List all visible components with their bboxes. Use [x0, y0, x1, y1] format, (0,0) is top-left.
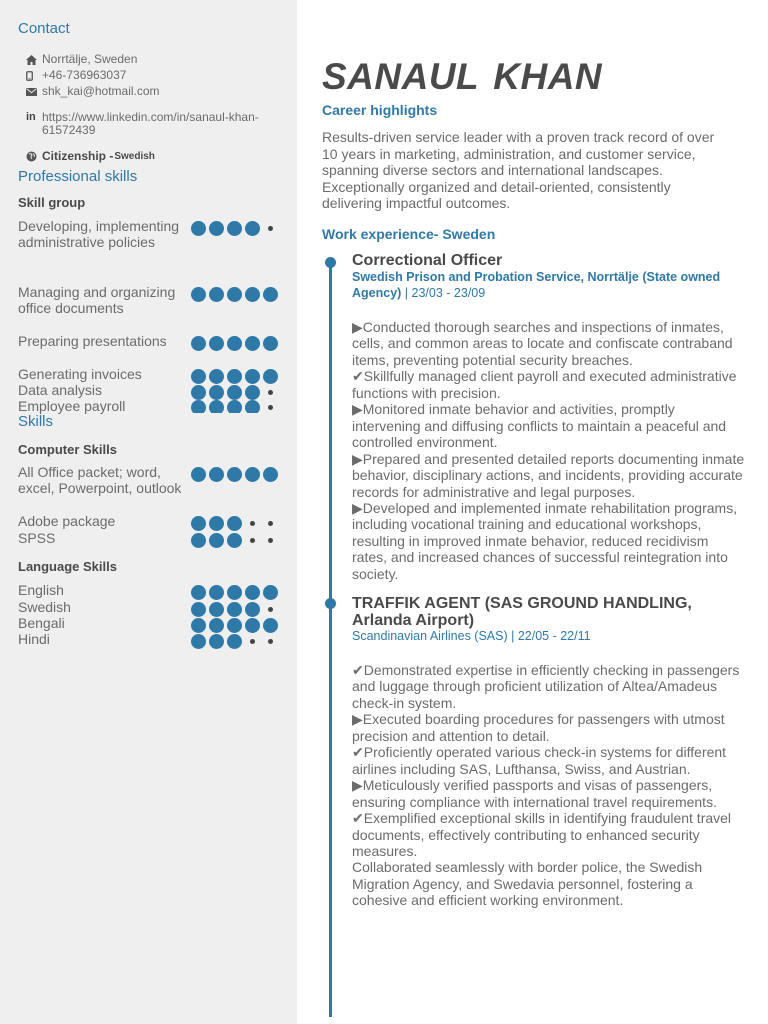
bullet-item: ▶Prepared and presented detailed reports documenting inmate behavior, disciplinary actions, and incidents, providing accurate records for administrative and legal purposes.	[352, 450, 745, 500]
rating-dot-filled	[191, 602, 206, 617]
bullet-item: Collaborated seamlessly with border police, the Swedish Migration Agency, and Swedavia personnel, fostering a cohesive and efficient working environment.	[352, 859, 703, 909]
skill-rating	[191, 400, 281, 413]
citizenship-label: Citizenship -	[42, 149, 114, 163]
rating-dot-filled	[209, 516, 224, 531]
timeline-dot	[325, 257, 336, 268]
rating-dot-filled	[191, 287, 206, 302]
rating-dot-filled	[209, 533, 224, 548]
rating-dot-filled	[191, 618, 206, 633]
rating-dot-filled	[227, 533, 242, 548]
contact-email	[26, 85, 282, 98]
rating-dot-filled	[191, 385, 206, 400]
skill-name: Adobe package	[18, 513, 116, 529]
rating-dot-empty	[263, 516, 278, 531]
rating-dot-filled	[263, 585, 278, 600]
rating-dot-filled	[191, 634, 206, 649]
rating-dot-filled	[209, 400, 224, 413]
skill-name: SPSS	[18, 530, 56, 546]
rating-dot-empty	[263, 400, 278, 413]
bullet-item: ▶Executed boarding procedures for passengers with utmost precision and attention to detail.	[352, 711, 725, 744]
rating-dot-filled	[209, 634, 224, 649]
skill-name: Developing, implementing administrative policies	[18, 218, 180, 251]
skill-name: English	[18, 582, 64, 598]
skill-rating	[191, 286, 281, 302]
rating-dot-filled	[245, 602, 260, 617]
rating-dot-filled	[245, 467, 260, 482]
rating-dot-empty	[263, 533, 278, 548]
rating-dot-filled	[227, 585, 242, 600]
skills-heading: Skills	[18, 413, 54, 430]
bullet-item: ▶Meticulously verified passports and visas of passengers, ensuring compliance with international travel requirements.	[352, 777, 717, 810]
citizenship-value: Swedish	[114, 150, 155, 162]
company-name: Swedish Prison and Probation Service, Norrtälje (State owned Agency)	[352, 270, 721, 300]
rating-dot-filled	[191, 336, 206, 351]
rating-dot-filled	[191, 400, 206, 413]
rating-dot-filled	[263, 369, 278, 384]
skill-rating	[191, 220, 281, 236]
bullet-item: ✔Proficiently operated various check-in systems for different airlines including SAS, Lufthansa, Swiss, and Austrian.	[352, 744, 727, 777]
rating-dot-filled	[227, 221, 242, 236]
job-title: TRAFFIK AGENT (SAS GROUND HANDLING, Arlanda Airport)	[352, 595, 692, 629]
bullet-item: ✔Skillfully managed client payroll and executed administrative functions with precision.	[352, 368, 737, 401]
computer-skills-heading: Computer Skills	[18, 442, 117, 457]
skill-name: Preparing presentations	[18, 333, 167, 349]
contact-heading: Contact	[18, 20, 70, 37]
rating-dot-filled	[191, 467, 206, 482]
job-dates: | 23/03 - 23/09	[401, 286, 486, 300]
skill-name: Generating invoices	[18, 366, 142, 382]
skill-name: Bengali	[18, 615, 65, 631]
contact-phone	[26, 69, 282, 82]
rating-dot-filled	[245, 385, 260, 400]
job-dates: | 22/05 - 22/11	[507, 629, 591, 643]
timeline-dot	[325, 598, 336, 609]
skill-rating	[191, 368, 281, 384]
rating-dot-filled	[245, 369, 260, 384]
bullet-item: ▶Monitored inmate behavior and activities, promptly intervening and diffusing conflicts to maintain a peaceful and controlled environment.	[352, 401, 727, 451]
rating-dot-empty	[263, 602, 278, 617]
rating-dot-filled	[245, 336, 260, 351]
rating-dot-empty	[245, 533, 260, 548]
rating-dot-filled	[209, 467, 224, 482]
skill-rating	[191, 515, 281, 531]
skill-name: Employee payroll	[18, 398, 126, 414]
rating-dot-filled	[209, 585, 224, 600]
rating-dot-filled	[209, 618, 224, 633]
company-name: Scandinavian Airlines (SAS)	[352, 629, 508, 643]
rating-dot-filled	[245, 287, 260, 302]
citizenship	[26, 149, 155, 163]
rating-dot-filled	[227, 516, 242, 531]
bullet-item: ▶Developed and implemented inmate rehabilitation programs, including vocational training and educational workshops, resulting in improved inmate behavior, reduced recidivism rates, and increased chances of successful reintegration into society.	[352, 499, 738, 582]
rating-dot-filled	[227, 634, 242, 649]
rating-dot-empty	[263, 385, 278, 400]
rating-dot-filled	[245, 400, 260, 413]
skill-name: Data analysis	[18, 382, 103, 398]
rating-dot-filled	[209, 369, 224, 384]
professional-skills-heading: Professional skills	[18, 168, 138, 185]
sidebar	[0, 0, 297, 1024]
phone-text[interactable]: +46-736963037	[42, 68, 127, 82]
bullet-item: ✔Exemplified exceptional skills in identifying fraudulent travel documents, effectively contributing to enhanced security measures.	[352, 810, 732, 859]
skill-rating	[191, 384, 281, 400]
rating-dot-filled	[227, 369, 242, 384]
rating-dot-filled	[227, 336, 242, 351]
rating-dot-filled	[227, 618, 242, 633]
bullet-item: ✔Demonstrated expertise in efficiently checking in passengers and luggage through proficient utilization of Altea/Amadeus check-in system.	[352, 662, 740, 711]
job-title: Correctional Officer	[352, 252, 503, 269]
envelope-icon	[26, 85, 42, 98]
job-company	[352, 628, 742, 644]
contact-linkedin	[26, 111, 282, 137]
rating-dot-filled	[263, 336, 278, 351]
skill-group-heading: Skill group	[18, 195, 86, 210]
skill-name: Managing and organizing office documents	[18, 284, 176, 317]
job-bullets	[352, 319, 747, 582]
linkedin-link[interactable]: https://www.linkedin.com/in/sanaul-khan-61572439	[42, 110, 259, 137]
rating-dot-filled	[209, 385, 224, 400]
rating-dot-filled	[191, 369, 206, 384]
rating-dot-filled	[227, 287, 242, 302]
skill-rating	[191, 335, 281, 351]
career-highlights-heading: Career highlights	[322, 102, 438, 118]
globe-icon	[26, 151, 42, 162]
rating-dot-filled	[191, 533, 206, 548]
skill-rating	[191, 633, 281, 649]
rating-dot-empty	[245, 634, 260, 649]
job-company	[352, 269, 742, 301]
rating-dot-filled	[209, 287, 224, 302]
skill-name: All Office packet; word, excel, Powerpoint, outlook	[18, 464, 182, 497]
contact-location	[26, 53, 282, 66]
rating-dot-filled	[263, 287, 278, 302]
rating-dot-empty	[263, 634, 278, 649]
skill-rating	[191, 584, 281, 600]
work-experience-heading: Work experience- Sweden	[322, 226, 496, 242]
rating-dot-filled	[245, 221, 260, 236]
career-summary: Results-driven service leader with a proven track record of over 10 years in marketing, administration, and customer service, spanning diverse sectors and international landscapes. Exceptionally organized and detail-oriented, consistently delivering impactful outcomes.	[322, 129, 715, 211]
person-name: SANAUL KHAN	[322, 56, 603, 97]
rating-dot-filled	[227, 385, 242, 400]
home-icon	[26, 53, 42, 66]
rating-dot-filled	[263, 467, 278, 482]
timeline-line	[329, 260, 332, 1017]
rating-dot-filled	[227, 602, 242, 617]
rating-dot-filled	[209, 336, 224, 351]
mobile-phone-icon	[26, 69, 42, 82]
rating-dot-filled	[227, 467, 242, 482]
rating-dot-filled	[209, 221, 224, 236]
email-link[interactable]: shk_kai@hotmail.com	[42, 84, 160, 98]
rating-dot-filled	[263, 618, 278, 633]
rating-dot-filled	[191, 221, 206, 236]
linkedin-icon: in	[26, 111, 36, 123]
bullet-item: ▶Conducted thorough searches and inspections of inmates, cells, and common areas to locate and confiscate contraband items, preventing potential security breaches.	[352, 319, 733, 368]
skill-name: Hindi	[18, 631, 50, 647]
rating-dot-filled	[191, 585, 206, 600]
skill-rating	[191, 601, 281, 617]
rating-dot-filled	[245, 618, 260, 633]
rating-dot-filled	[191, 516, 206, 531]
rating-dot-filled	[209, 602, 224, 617]
skill-rating	[191, 532, 281, 548]
rating-dot-filled	[245, 585, 260, 600]
rating-dot-filled	[227, 400, 242, 413]
location-text: Norrtälje, Sweden	[42, 52, 138, 66]
language-skills-heading: Language Skills	[18, 559, 117, 574]
skill-rating	[191, 466, 281, 482]
job-bullets	[352, 662, 747, 909]
rating-dot-empty	[263, 221, 278, 236]
rating-dot-empty	[245, 516, 260, 531]
skill-name: Swedish	[18, 599, 71, 615]
skill-rating	[191, 617, 281, 633]
